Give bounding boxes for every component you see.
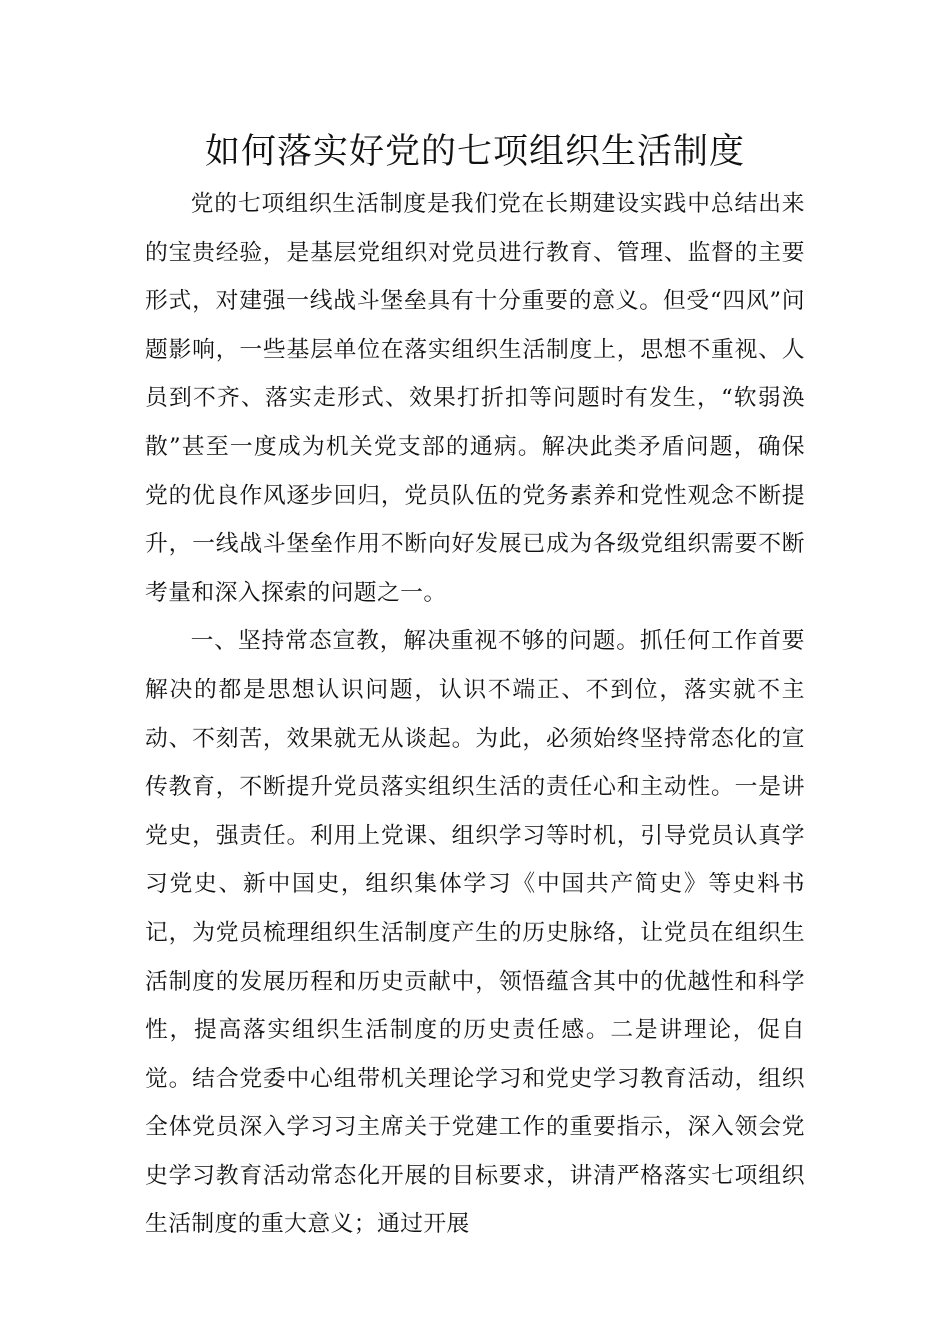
document-title: 如何落实好党的七项组织生活制度 (204, 132, 745, 172)
section-one-paragraph: 一、坚持常态宣教，解决重视不够的问题。抓任何工作首要解决的都是思想认识问题，认识不端正、不到位，落实就不主动、不刻苦，效果就无从谈起。为此，必须始终坚持常态化的宣传教育，不断提升党员落实组织生活的责任心和主动性。一是讲党史，强责任。利用上党课、组织学习等时机，引导党员认真学习党史、新中国史，组织集体学习《中国共产简史》等史料书记，为党员梳理组织生活制度产生的历史脉络，让党员在组织生活制度的发展历程和历史贡献中，领悟蕴含其中的优越性和科学性，提高落实组织生活制度的历史责任感。二是讲理论，促自觉。结合党委中心组带机关理论学习和党史学习教育活动，组织全体党员深入学习习主席关于党建工作的重要指示，深入领会党史学习教育活动常态化开展的目标要求，讲清严格落实七项组织生活制度的重大意义；通过开展 (145, 628, 805, 1238)
intro-paragraph: 党的七项组织生活制度是我们党在长期建设实践中总结出来的宝贵经验，是基层党组织对党员进行教育、管理、监督的主要形式，对建强一线战斗堡垒具有十分重要的意义。但受“四风”问题影响，一些基层单位在落实组织生活制度上，思想不重视、人员到不齐、落实走形式、效果打折扣等问题时有发生，“软弱涣散”甚至一度成为机关党支部的通病。解决此类矛盾问题，确保党的优良作风逐步回归，党员队伍的党务素养和党性观念不断提升，一线战斗堡垒作用不断向好发展已成为各级党组织需要不断考量和深入探索的问题之一。 (145, 191, 805, 606)
document-body (145, 180, 805, 1249)
